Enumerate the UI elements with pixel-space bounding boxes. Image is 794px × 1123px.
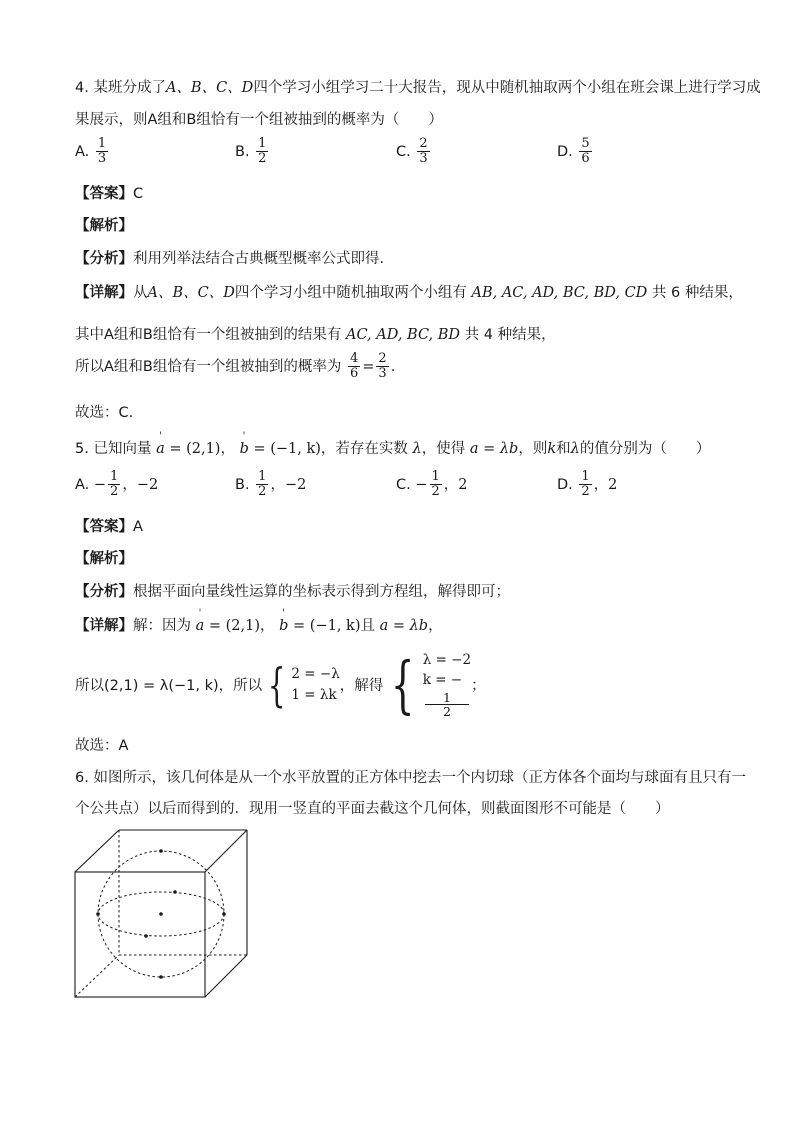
- frac-den: 2: [258, 151, 267, 167]
- detail-text: 共 6 种结果，: [651, 285, 743, 301]
- detail-pairs: AB, AC, AD, BC, BD, CD: [471, 285, 648, 301]
- equals-sign: =: [362, 358, 375, 375]
- detail-text: 共 4 种结果，: [464, 327, 556, 343]
- q4-detail-line2: [75, 323, 556, 344]
- frac-num: 1: [110, 469, 119, 484]
- cube-top-right-edge: [205, 830, 247, 872]
- answer-value: A: [133, 519, 143, 535]
- q4-stem-line2: 果展示，则A组和B组恰有一个组被抽到的概率为（ ）: [75, 112, 443, 128]
- option-sign: −: [415, 476, 428, 493]
- option-sign: −: [93, 476, 107, 493]
- stem-math: = (−1, k)，若存在实数: [253, 441, 408, 457]
- system-line: 1 = λk: [291, 686, 337, 703]
- answer-tag: 【答案】: [75, 519, 133, 535]
- stem-text: 5. 已知向量: [75, 441, 152, 457]
- option-label: C.: [396, 476, 411, 493]
- option-label: A.: [75, 143, 90, 160]
- cube-top-left-edge: [75, 830, 119, 872]
- fenxi-text: 利用列举法结合古典概型概率公式即得.: [133, 251, 385, 267]
- option-label: D.: [557, 476, 573, 493]
- vector-b: ' b: [279, 618, 288, 634]
- equator-back-point: [173, 890, 177, 894]
- option-tail: ，−2: [122, 476, 159, 493]
- stem-text: ，则: [518, 441, 548, 457]
- detail-text: 所以A组和B组恰有一个组被抽到的概率为: [75, 358, 342, 375]
- option-tail: ，2: [443, 476, 468, 493]
- fenxi-tag: 【分析】: [75, 251, 133, 267]
- frac-den: 2: [431, 484, 440, 500]
- q4-stem-line1: [75, 76, 761, 97]
- vector-relation: a = λb: [469, 441, 519, 457]
- frac-num: 1: [258, 469, 267, 484]
- frac-den: 3: [378, 366, 387, 382]
- detail-tag: 【详解】: [75, 618, 133, 634]
- vector-a: ' a: [196, 618, 205, 634]
- fenxi-tag: 【分析】: [75, 584, 133, 600]
- q5-analysis-tag: 【解析】: [75, 551, 133, 567]
- frac-num: 1: [425, 691, 469, 706]
- vector-a: ' a: [156, 441, 165, 457]
- detail-pairs: AC, AD, BC, BD: [345, 327, 461, 343]
- left-brace: {: [267, 657, 286, 712]
- sphere-top-point: [159, 849, 163, 853]
- vector-relation: a = λb: [379, 618, 429, 634]
- q5-option-b: [235, 470, 306, 500]
- stem-text: 的值分别为（ ）: [579, 441, 711, 457]
- q6-stem-line1: 6. 如图所示，该几何体是从一个水平放置的正方体中挖去一个内切球（正方体各个面均与球面有且只有一: [75, 770, 746, 786]
- option-label: B.: [235, 143, 250, 160]
- detail-tag: 【详解】: [75, 285, 133, 301]
- detail-text: 从: [133, 285, 148, 301]
- lambda-symbol: λ: [570, 441, 580, 457]
- q4-stem-suffix: 四个学习小组学习二十大报告，现从中随机抽取两个小组在班会课上进行学习成: [253, 80, 761, 96]
- frac-num: 4: [349, 351, 359, 366]
- option-label: A.: [75, 476, 90, 493]
- frac-num: 1: [431, 469, 440, 484]
- q4-answer: [75, 182, 143, 203]
- system-mid: ，解得: [339, 678, 384, 694]
- detail-text: 解：因为: [133, 618, 191, 634]
- frac-den: 2: [258, 484, 267, 500]
- system-prefix: 所以(2,1) = λ(−1, k)，所以: [75, 678, 263, 694]
- q4-option-d: [557, 137, 594, 167]
- frac-den: 2: [581, 484, 590, 500]
- q4-analysis-tag: 【解析】: [75, 218, 133, 234]
- k-symbol: k: [547, 441, 557, 457]
- equator-left-point: [96, 912, 100, 916]
- period: .: [390, 358, 396, 375]
- frac-num: 1: [258, 136, 267, 151]
- sphere-center-point: [159, 912, 163, 916]
- q4-option-b: [235, 137, 270, 167]
- q4-conclusion: 故选：C.: [75, 405, 134, 421]
- detail-text: ，: [428, 618, 443, 634]
- frac-num: 2: [378, 351, 387, 366]
- detail-math: = (−1, k): [293, 618, 361, 634]
- frac-den: 2: [442, 704, 451, 720]
- stem-text: ，使得: [421, 441, 466, 457]
- frac-den: 3: [419, 151, 428, 167]
- frac-num: 5: [581, 136, 590, 151]
- q4-fenxi: [75, 247, 384, 268]
- option-tail: ，2: [593, 476, 618, 493]
- system-2: [423, 650, 471, 719]
- q4-option-a: [75, 137, 110, 167]
- frac-num: 1: [581, 469, 590, 484]
- option-label: D.: [557, 143, 573, 160]
- option-tail: ，−2: [270, 476, 307, 493]
- q5-conclusion: 故选：A: [75, 738, 129, 754]
- system-1: [291, 664, 339, 705]
- fenxi-text: 根据平面向量线性运算的坐标表示得到方程组，解得即可；: [133, 584, 510, 600]
- q4-stem-letters: A、B、C、D: [165, 80, 254, 96]
- option-label: C.: [396, 143, 411, 160]
- frac-num: 2: [419, 136, 428, 151]
- vector-b: ' b: [240, 441, 249, 457]
- equator-front-point: [144, 934, 148, 938]
- frac-den: 2: [110, 484, 119, 500]
- frac-den: 6: [349, 366, 359, 382]
- system-end: ；: [471, 678, 486, 694]
- q6-stem-line2: 个公共点）以后而得到的．现用一竖直的平面去截这个几何体，则截面图形不可能是（ ）: [75, 801, 670, 817]
- detail-text: 四个学习小组中随机抽取两个小组有: [234, 285, 467, 301]
- q5-system: [75, 647, 486, 721]
- q4-detail-line1: [75, 281, 743, 302]
- sphere-bottom-point: [159, 975, 163, 979]
- q5-answer: [75, 515, 143, 536]
- lambda-symbol: λ: [412, 441, 422, 457]
- q5-option-d: [557, 470, 617, 500]
- q4-stem-prefix: 4. 某班分成了: [75, 80, 166, 96]
- q5-stem: [75, 437, 710, 458]
- answer-value: C: [133, 186, 144, 202]
- system-line: λ = −2: [422, 652, 472, 668]
- q5-detail: [75, 614, 443, 635]
- stem-math: = (2,1)，: [169, 441, 235, 457]
- k-expr: k = −: [422, 672, 463, 689]
- cube-bottom-right-edge: [205, 955, 247, 997]
- option-label: B.: [235, 476, 250, 493]
- detail-letters: A、B、C、D: [147, 285, 235, 301]
- q5-option-a: [75, 470, 158, 500]
- q4-option-c: [396, 137, 432, 167]
- detail-text: 其中A组和B组恰有一个组被抽到的结果有: [75, 327, 342, 343]
- detail-math: = (2,1)，: [208, 618, 275, 634]
- frac-den: 6: [581, 151, 590, 167]
- q5-fenxi: [75, 580, 510, 601]
- frac-num: 1: [97, 136, 107, 151]
- cube-hidden-diagonal-edge: [75, 955, 119, 997]
- cube-sphere-figure: [70, 825, 255, 1005]
- stem-text: 和: [556, 441, 571, 457]
- system-line: 2 = −λ: [291, 666, 340, 683]
- answer-tag: 【答案】: [75, 186, 133, 202]
- system-line: [423, 670, 471, 719]
- equator-right-point: [222, 912, 226, 916]
- q4-detail-line3: [75, 352, 395, 382]
- q5-option-c: [396, 470, 468, 500]
- detail-text: 且: [360, 618, 375, 634]
- left-brace: {: [391, 647, 415, 721]
- frac-den: 3: [97, 151, 107, 167]
